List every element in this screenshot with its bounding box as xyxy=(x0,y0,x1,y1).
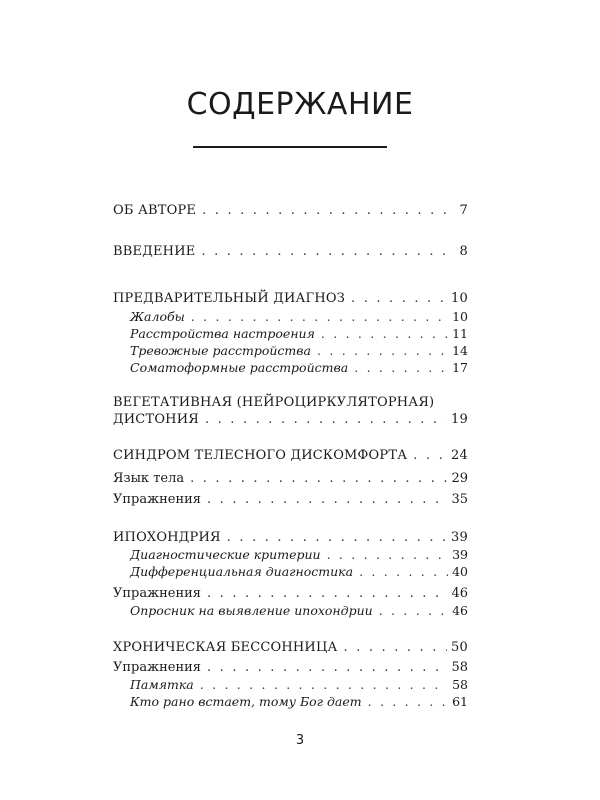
dot-leader xyxy=(379,603,448,619)
dot-leader xyxy=(207,586,447,602)
toc-subentry-page: 11 xyxy=(452,326,468,341)
toc-subentry-title: Диагностические критерии xyxy=(130,547,321,562)
toc-entry-title: СИНДРОМ ТЕЛЕСНОГО ДИСКОМФОРТА xyxy=(113,448,408,463)
toc-entry-title: Язык тела xyxy=(113,471,185,486)
toc-entry-title: ДИСТОНИЯ xyxy=(113,412,199,427)
toc-subentry[interactable] xyxy=(130,547,468,563)
toc-entry-exercises[interactable] xyxy=(113,492,468,508)
toc-subentry[interactable] xyxy=(130,360,468,376)
toc-entry-hypochondria[interactable] xyxy=(113,530,468,546)
toc-entry-chronic-insomnia[interactable] xyxy=(113,640,468,656)
dot-leader xyxy=(351,291,447,307)
dot-leader xyxy=(344,640,448,656)
toc-subentry-title: Тревожные расстройства xyxy=(130,343,311,358)
toc-entry-page: 39 xyxy=(451,530,468,545)
toc-entry-page: 7 xyxy=(459,203,468,218)
toc-entry-title: ОБ АВТОРЕ xyxy=(113,203,197,218)
toc-entry-title: ИПОХОНДРИЯ xyxy=(113,530,221,545)
toc-subentry[interactable] xyxy=(130,603,468,619)
toc-entry-title: Упражнения xyxy=(113,660,201,675)
toc-entry-title: Упражнения xyxy=(113,586,201,601)
page-number: 3 xyxy=(295,733,305,748)
toc-subentry-title: Расстройства настроения xyxy=(130,326,315,341)
toc-entry-title: ВВЕДЕНИЕ xyxy=(113,244,196,259)
toc-entry-page: 46 xyxy=(451,586,468,601)
toc-subentry-title: Опросник на выявление ипохондрии xyxy=(130,603,373,618)
dot-leader xyxy=(200,677,448,693)
toc-subentry-title: Жалобы xyxy=(130,309,185,324)
dot-leader xyxy=(190,471,447,487)
dot-leader xyxy=(202,203,455,219)
toc-subentry-page: 39 xyxy=(452,547,468,562)
toc-subentry-page: 17 xyxy=(452,360,468,375)
toc-entry-about-author[interactable] xyxy=(113,203,468,219)
toc-subentry[interactable] xyxy=(130,309,468,325)
toc-entry-title: Упражнения xyxy=(113,492,201,507)
dot-leader xyxy=(191,309,448,325)
title-divider xyxy=(193,146,387,148)
dot-leader xyxy=(205,412,447,428)
toc-subentry-page: 40 xyxy=(452,564,468,579)
toc-entry-page: 50 xyxy=(451,640,468,655)
toc-subentry[interactable] xyxy=(130,677,468,693)
toc-entry-vegetative-title-line1[interactable]: ВЕГЕТАТИВНАЯ (НЕЙРОЦИРКУЛЯТОРНАЯ) xyxy=(113,395,435,410)
dot-leader xyxy=(317,343,448,359)
toc-entry-vegetative-dystonia[interactable] xyxy=(113,412,468,428)
toc-subentry[interactable] xyxy=(130,564,468,580)
toc-entry-title: ХРОНИЧЕСКАЯ БЕССОННИЦА xyxy=(113,640,338,655)
toc-subentry-title: Дифференциальная диагностика xyxy=(130,564,354,579)
dot-leader xyxy=(207,492,447,508)
toc-entry-body-language[interactable] xyxy=(113,471,468,487)
dot-leader xyxy=(354,360,448,376)
dot-leader xyxy=(201,244,455,260)
dot-leader xyxy=(368,694,449,710)
toc-entry-preliminary-diagnosis[interactable] xyxy=(113,291,468,307)
toc-subentry-title: Памятка xyxy=(130,677,194,692)
toc-subentry[interactable] xyxy=(130,343,468,359)
toc-entry-exercises[interactable] xyxy=(113,660,468,676)
toc-subentry[interactable] xyxy=(130,694,468,710)
toc-subentry-page: 10 xyxy=(452,309,468,324)
dot-leader xyxy=(327,547,449,563)
page-title: СОДЕРЖАНИЕ xyxy=(186,87,414,122)
dot-leader xyxy=(207,660,447,676)
toc-subentry-page: 58 xyxy=(452,677,468,692)
toc-entry-body-discomfort[interactable] xyxy=(113,448,468,464)
dot-leader xyxy=(413,448,447,464)
toc-subentry[interactable] xyxy=(130,326,468,342)
toc-entry-page: 35 xyxy=(451,492,468,507)
dot-leader xyxy=(227,530,447,546)
toc-entry-page: 10 xyxy=(451,291,468,306)
toc-subentry-page: 46 xyxy=(452,603,468,618)
toc-entry-page: 29 xyxy=(451,471,468,486)
toc-subentry-page: 14 xyxy=(452,343,468,358)
toc-entry-exercises[interactable] xyxy=(113,586,468,602)
toc-subentry-title: Кто рано встает, тому Бог дает xyxy=(130,694,362,709)
toc-entry-page: 8 xyxy=(459,244,468,259)
toc-entry-title: ПРЕДВАРИТЕЛЬНЫЙ ДИАГНОЗ xyxy=(113,291,346,306)
dot-leader xyxy=(321,326,448,342)
toc-entry-page: 58 xyxy=(451,660,468,675)
dot-leader xyxy=(359,564,448,580)
toc-entry-page: 19 xyxy=(451,412,468,427)
toc-entry-page: 24 xyxy=(451,448,468,463)
toc-subentry-page: 61 xyxy=(452,694,468,709)
toc-subentry-title: Соматоформные расстройства xyxy=(130,360,349,375)
toc-entry-introduction[interactable] xyxy=(113,244,468,260)
